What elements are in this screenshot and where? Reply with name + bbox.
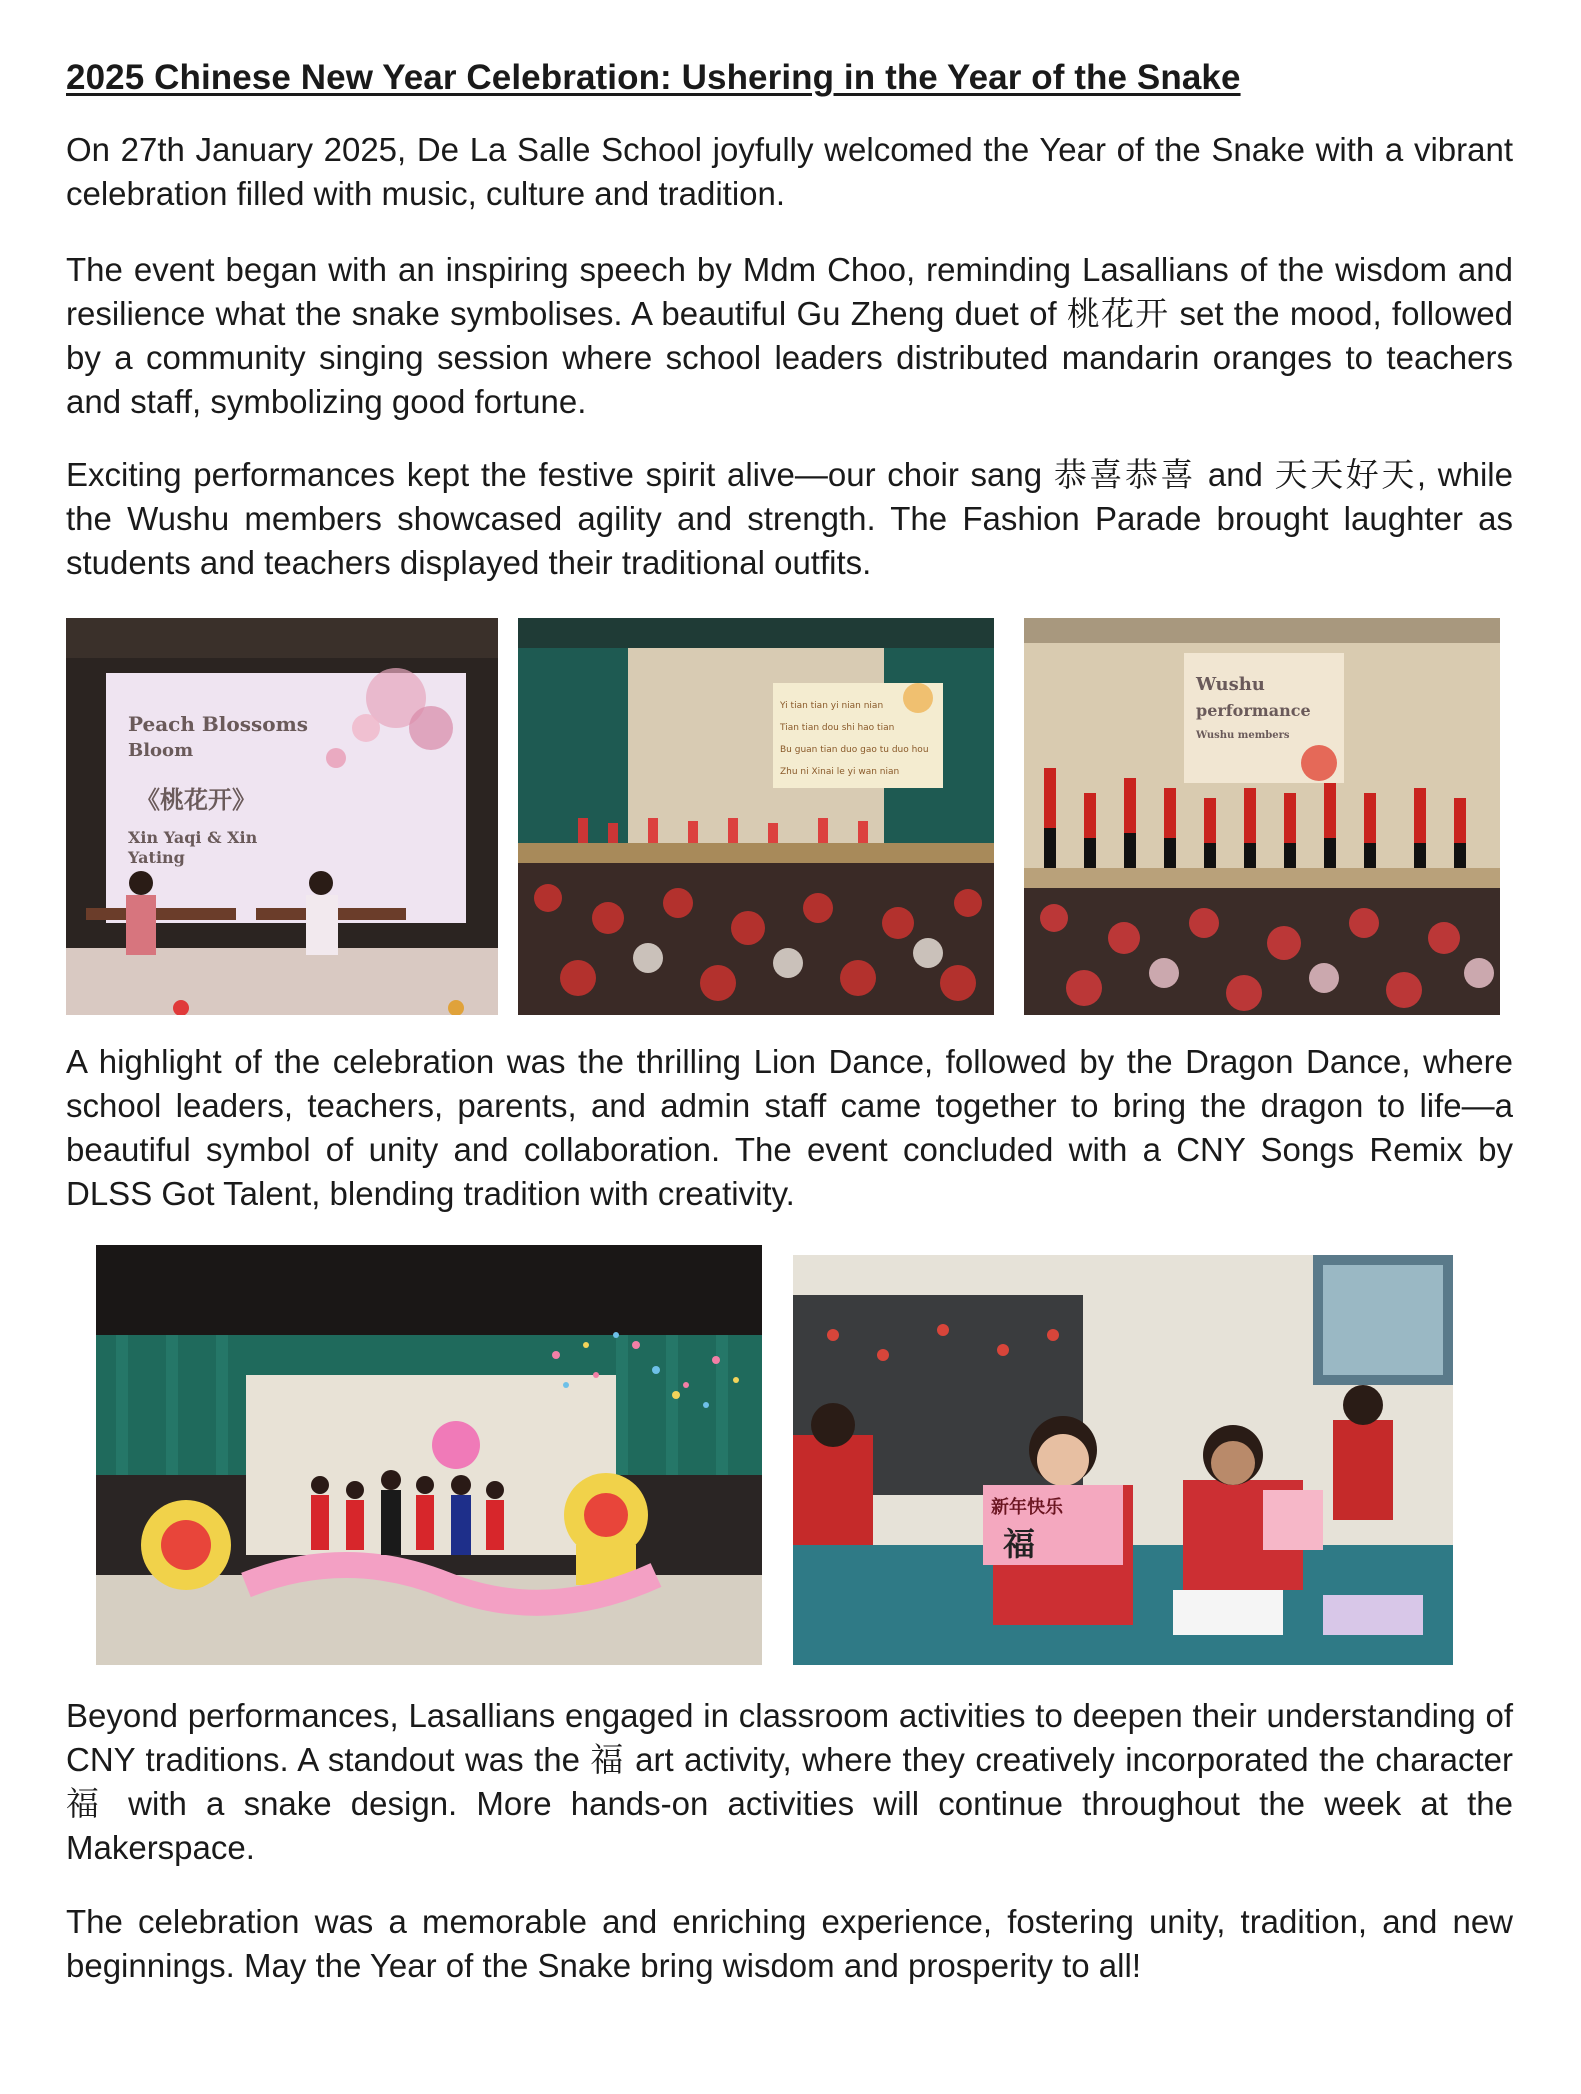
intro-paragraph: On 27th January 2025, De La Salle School joyfully welcomed the Year of the Snake with a vibrant celebration filled with music, culture and tradition. xyxy=(66,131,1513,212)
wushu-slide-title: Wushu xyxy=(1196,674,1265,695)
guzheng-duet-photo xyxy=(66,618,498,1015)
card-fu-character: 福 xyxy=(1003,1525,1036,1563)
choir-lyric-3: Bu guan tian duo gao tu duo hou xyxy=(780,745,929,755)
guzheng-slide-title: Peach Blossoms xyxy=(128,712,308,736)
classroom-art-activity-photo xyxy=(793,1255,1453,1665)
performances-paragraph: Exciting performances kept the festive spirit alive—our choir sang 恭喜恭喜 and 天天好天, while the Wushu members showcased agility and strength. The Fashion Parade brought laughter as students and teachers displayed their traditional outfits. xyxy=(66,456,1513,581)
lion-dragon-dance-photo xyxy=(96,1245,762,1665)
guzheng-slide-names: Xin Yaqi & Xin xyxy=(128,828,258,847)
wushu-performance-photo xyxy=(1024,618,1500,1015)
closing-paragraph: The celebration was a memorable and enriching experience, fostering unity, tradition, and new beginnings. May the Year of the Snake bring wisdom and prosperity to all! xyxy=(66,1903,1513,1984)
wushu-slide-subtitle: performance xyxy=(1196,701,1311,720)
guzheng-slide-chinese: 《桃花开》 xyxy=(136,785,256,814)
lion-dance-paragraph: A highlight of the celebration was the thrilling Lion Dance, followed by the Dragon Dance, where school leaders, teachers, parents, and admin staff came together to bring the dragon to life—a beautiful symbol of unity and collaboration. The event concluded with a CNY Songs Remix by DLSS Got Talent, blending tradition with creativity. xyxy=(66,1043,1513,1212)
classroom-activities-paragraph: Beyond performances, Lasallians engaged in classroom activities to deepen their understanding of CNY traditions. A standout was the 福 art activity, where they creatively incorporated the character 福 with a snake design. More hands-on activities will continue throughout the week at the Makerspace. xyxy=(66,1697,1513,1866)
choir-lyric-1: Yi tian tian yi nian nian xyxy=(780,701,884,711)
choir-lyric-4: Zhu ni Xinai le yi wan nian xyxy=(780,767,900,777)
wushu-slide-members: Wushu members xyxy=(1196,730,1290,741)
choir-performance-photo xyxy=(518,618,994,1015)
card-greeting: 新年快乐 xyxy=(991,1497,1063,1518)
choir-lyric-2: Tian tian dou shi hao tian xyxy=(780,723,895,733)
guzheng-slide-subtitle: Bloom xyxy=(128,740,194,761)
article-title: 2025 Chinese New Year Celebration: Ushering in the Year of the Snake xyxy=(66,58,1241,97)
speech-paragraph: The event began with an inspiring speech by Mdm Choo, reminding Lasallians of the wisdom and resilience what the snake symbolises. A beautiful Gu Zheng duet of 桃花开 set the mood, followed by a community singing session where school leaders distributed mandarin oranges to teachers and staff, symbolizing good fortune. xyxy=(66,251,1513,420)
guzheng-slide-names-2: Yating xyxy=(128,848,185,867)
